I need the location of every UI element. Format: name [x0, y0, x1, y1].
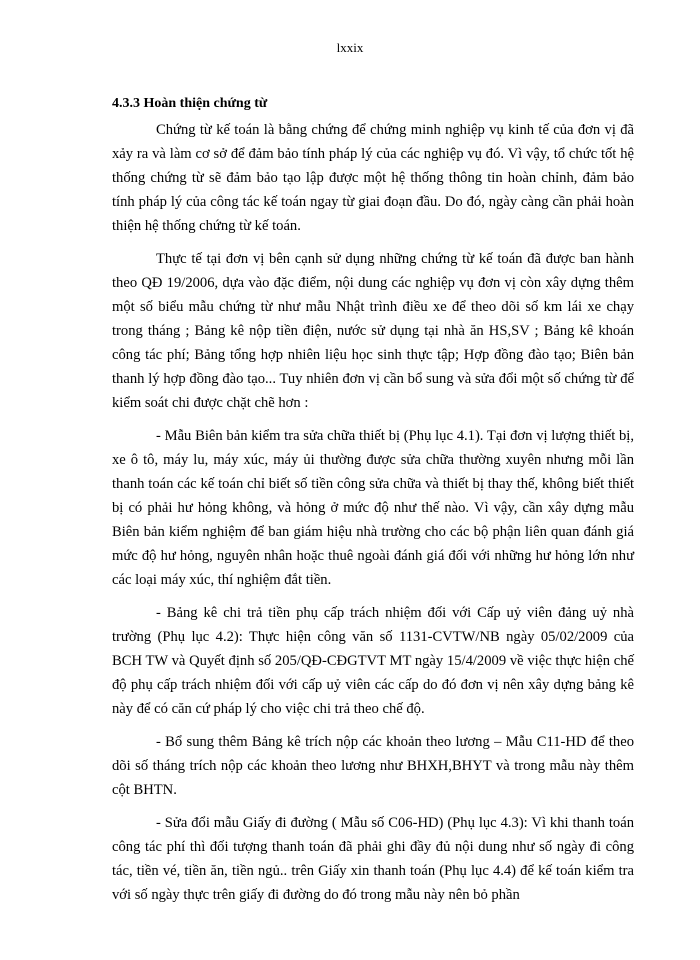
paragraph-allowance-list: - Bảng kê chi trả tiền phụ cấp trách nhiệm đối với Cấp uỷ viên đảng uỷ nhà trường (Phụ lục 4.2): Thực hiện công văn số 1131-CVTW/NB ngày 05/02/2009 của BCH TW và Quyết định số 205/QĐ-CĐGTVT MT ngày 15/4/2009 về việc thực hiện chế độ phụ cấp trách nhiệm đối với cấp uỷ viên các cấp do đó đơn vị nên xây dựng bảng kê này để có căn cứ pháp lý cho việc chi trả theo chế độ.: [112, 605, 634, 717]
paragraph-current-practice: Thực tế tại đơn vị bên cạnh sử dụng những chứng từ kế toán đã được ban hành theo QĐ 19/2006, dựa vào đặc điểm, nội dung các nghiệp vụ đơn vị còn xây dựng thêm một số biểu mẫu chứng từ như mẫu Nhật trình điều xe để theo dõi số km lái xe chạy trong tháng ; Bảng kê nộp tiền điện, nước sử dụng tại nhà ăn HS,SV ; Bảng kê khoán công tác phí; Bảng tổng hợp nhiên liệu học sinh thực tập; Hợp đồng đào tạo; Biên bản thanh lý hợp đồng đào tạo... Tuy nhiên đơn vị cần bổ sung và sửa đổi một số chứng từ để kiểm soát chi được chặt chẽ hơn :: [112, 251, 634, 411]
paragraph-travel-form: - Sửa đổi mẫu Giấy đi đường ( Mẫu số C06-HD) (Phụ lục 4.3): Vì khi thanh toán công tác phí thì đối tượng thanh toán đã phải ghi đầy đủ nội dung như số ngày đi công tác, tiền vé, tiền ăn, tiền ngủ.. trên Giấy xin thanh toán (Phụ lục 4.4) để kế toán kiểm tra với số ngày thực trên giấy đi đường do đó trong mẫu này nên bỏ phần: [112, 815, 634, 903]
paragraph-intro: Chứng từ kế toán là bằng chứng để chứng minh nghiệp vụ kinh tế của đơn vị đã xảy ra và làm cơ sở để đảm bảo tính pháp lý của các nghiệp vụ đó. Vì vậy, tổ chức tốt hệ thống chứng từ sẽ đảm bảo tạo lập được một hệ thống thông tin hoàn chỉnh, đảm bảo tính pháp lý của công tác kế toán ngay từ giai đoạn đầu. Do đó, ngày càng cần phải hoàn thiện hệ thống chứng từ kế toán.: [112, 122, 634, 234]
body-text: [112, 118, 634, 916]
section-heading: 4.3.3 Hoàn thiện chứng từ: [112, 96, 268, 111]
paragraph-salary-deductions: - Bổ sung thêm Bảng kê trích nộp các khoản theo lương – Mẫu C11-HD để theo dõi số tháng trích nộp các khoản theo lương như BHXH,BHYT và trong mẫu này thêm cột BHTN.: [112, 734, 634, 798]
page-number: lxxix: [336, 40, 364, 55]
paragraph-equipment-inspection: - Mẫu Biên bản kiểm tra sửa chữa thiết bị (Phụ lục 4.1). Tại đơn vị lượng thiết bị, xe ô tô, máy lu, máy xúc, máy ủi thường được sửa chữa thường xuyên nhưng mỗi lần thanh toán các kế toán chỉ biết số tiền công sửa chữa và thiết bị thay thế, không biết thiết bị có phải hư hỏng không, và hỏng ở mức độ như thế nào. Vì vậy, cần xây dựng mẫu Biên bản kiểm nghiệm để ban giám hiệu nhà trường cho các bộ phận liên quan đánh giá mức độ hư hỏng, nguyên nhân hoặc thuê ngoài đánh giá đối với những hư hỏng lớn như các loại máy xúc, thí nghiệm đắt tiền.: [112, 428, 634, 588]
